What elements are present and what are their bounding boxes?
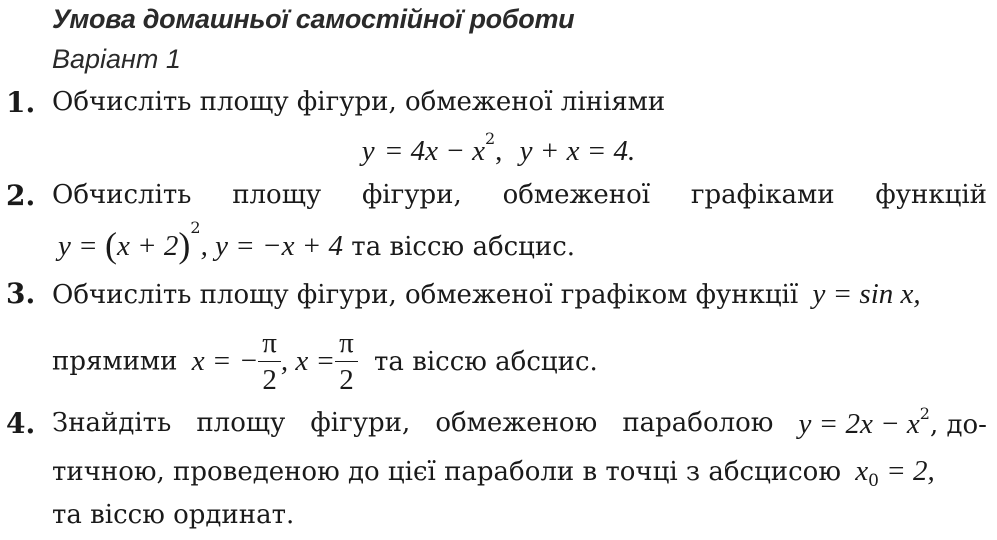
formula-part: y + x = 4. [519,135,636,167]
word: обмеженої [502,180,651,210]
task-number: 1. [6,86,36,119]
paren-open: ( [104,225,117,265]
formula-part: y = sin x, [812,278,921,310]
fraction-denominator: 2 [339,364,354,396]
word: фігури, [361,180,462,210]
word: функцій [875,180,987,210]
task-text: та віссю абсцис. [343,232,576,262]
fraction-numerator: π [335,325,358,362]
task-number: 4. [6,407,36,440]
word: Обчисліть [52,180,192,210]
formula-group [798,404,987,441]
formula-part: , y = −x + 4 [200,230,344,262]
fraction [258,325,281,398]
task-text-part: та віссю абсцис. [374,346,598,377]
word: площу [196,408,286,438]
exponent: 2 [919,404,930,423]
word: графіками [690,180,835,210]
variant-label: Варіант 1 [52,44,181,74]
task-text-part: Обчисліть площу фігури, обмеженої графіком функції [52,280,799,310]
page-title: Умова домашньої самостійної роботи [52,4,575,34]
formula-part: y = [58,230,105,262]
formula-part: x + 2 [116,230,179,262]
formula-separator: , [495,135,503,167]
exponent: 2 [484,129,496,148]
fraction-numerator: π [258,325,281,362]
task-number: 3. [6,277,36,310]
formula-part: y [361,135,375,167]
fraction [335,325,358,398]
task-text-line [52,180,987,210]
formula-part: x = − [191,345,259,377]
subscript: 0 [868,471,879,492]
formula-part: y = 2x − x [798,408,920,440]
task-line [52,325,598,398]
task-formula-line [58,218,576,265]
word: Знайдіть [52,408,172,438]
task-text-part: тичною, проведеною до цієї параболи в точці з абсцисою [52,457,841,487]
task-text-part: прямими [52,346,178,377]
task-text: Обчисліть площу фігури, обмеженої лініями [52,87,666,117]
task-text-line [52,404,987,441]
task-line [52,455,935,491]
task-line: та віссю ординат. [52,500,295,530]
formula-part: , x = [280,345,336,377]
formula-part: = 4x − x [383,135,485,167]
task-number: 2. [6,179,36,212]
task-text [52,278,921,311]
word: параболою [622,408,774,438]
exponent: 2 [190,218,201,237]
word: обмеженою [435,408,598,438]
formula-part: x [855,455,869,487]
paren-close: ) [178,225,191,265]
word: площу [232,180,322,210]
fraction-denominator: 2 [262,364,277,396]
formula-part: = 2, [878,455,935,487]
task-text-part: , до- [929,410,987,440]
word: фігури, [310,408,411,438]
task-formula [0,129,997,168]
